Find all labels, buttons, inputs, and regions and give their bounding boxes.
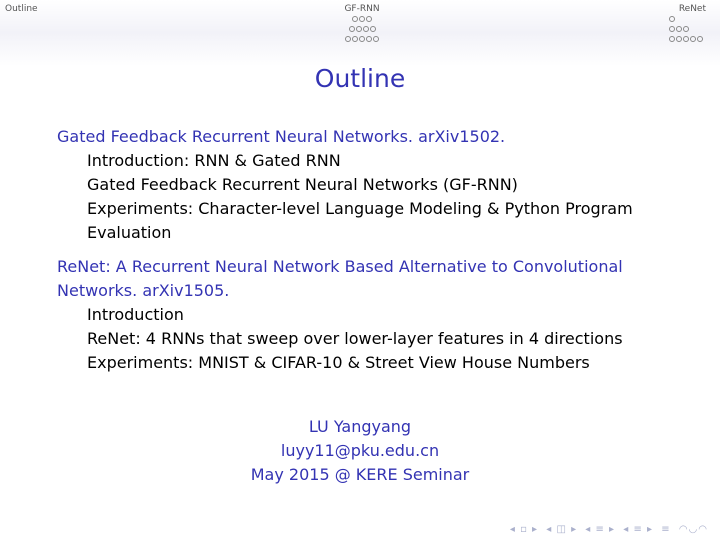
menu-icon[interactable]: ≡ bbox=[661, 524, 671, 535]
author-block bbox=[0, 415, 720, 487]
nav-dots-row bbox=[340, 25, 384, 34]
search-icon[interactable]: ◠◡◠ bbox=[678, 524, 708, 535]
nav-dots-row bbox=[340, 35, 384, 44]
nav-dots-row bbox=[340, 15, 384, 24]
subsection-nav-icon[interactable]: ◂ ◫ ▸ bbox=[546, 524, 578, 535]
outline-subitem[interactable]: Introduction: RNN & Gated RNN bbox=[87, 151, 341, 170]
author-email: luyy11@pku.edu.cn bbox=[280, 441, 440, 460]
nav-dots-row bbox=[666, 35, 716, 44]
nav-section-gf-rnn[interactable] bbox=[340, 4, 384, 44]
nav-section-outline[interactable] bbox=[5, 4, 38, 14]
outline-subitem[interactable]: ReNet: 4 RNNs that sweep over lower-layer features in 4 directions bbox=[87, 329, 623, 348]
outline-list bbox=[57, 125, 667, 375]
section-nav-icon[interactable]: ◂ ≡ ▸ bbox=[585, 524, 616, 535]
beamer-navigation-controls bbox=[506, 524, 708, 535]
nav-section-title[interactable]: GF-RNN bbox=[344, 4, 380, 14]
document-nav-icon[interactable]: ◂ ≡ ▸ bbox=[623, 524, 654, 535]
slide-title: Outline bbox=[314, 64, 406, 93]
outline-subitem[interactable]: Experiments: MNIST & CIFAR-10 & Street View House Numbers bbox=[87, 353, 590, 372]
nav-section-title[interactable]: ReNet bbox=[678, 4, 706, 14]
nav-section-renet[interactable] bbox=[666, 4, 716, 44]
frame-nav-icon[interactable]: ◂ ▫ ▸ bbox=[509, 524, 539, 535]
nav-dots-row bbox=[666, 15, 716, 24]
outline-subitem[interactable]: Introduction bbox=[87, 305, 184, 324]
outline-section-heading[interactable]: ReNet: A Recurrent Neural Network Based Alternative to Convolutional Networks. arXiv1505. bbox=[57, 257, 623, 300]
outline-section-heading[interactable]: Gated Feedback Recurrent Neural Networks. arXiv1502. bbox=[57, 127, 506, 146]
header-navigation bbox=[0, 0, 720, 66]
nav-dots-row bbox=[666, 25, 716, 34]
outline-subitem[interactable]: Gated Feedback Recurrent Neural Networks (GF-RNN) bbox=[87, 175, 518, 194]
nav-section-title[interactable]: Outline bbox=[5, 4, 38, 14]
outline-subitem[interactable]: Experiments: Character-level Language Modeling & Python Program Evaluation bbox=[87, 199, 633, 242]
author-name: LU Yangyang bbox=[308, 417, 412, 436]
date-event: May 2015 @ KERE Seminar bbox=[250, 465, 470, 484]
